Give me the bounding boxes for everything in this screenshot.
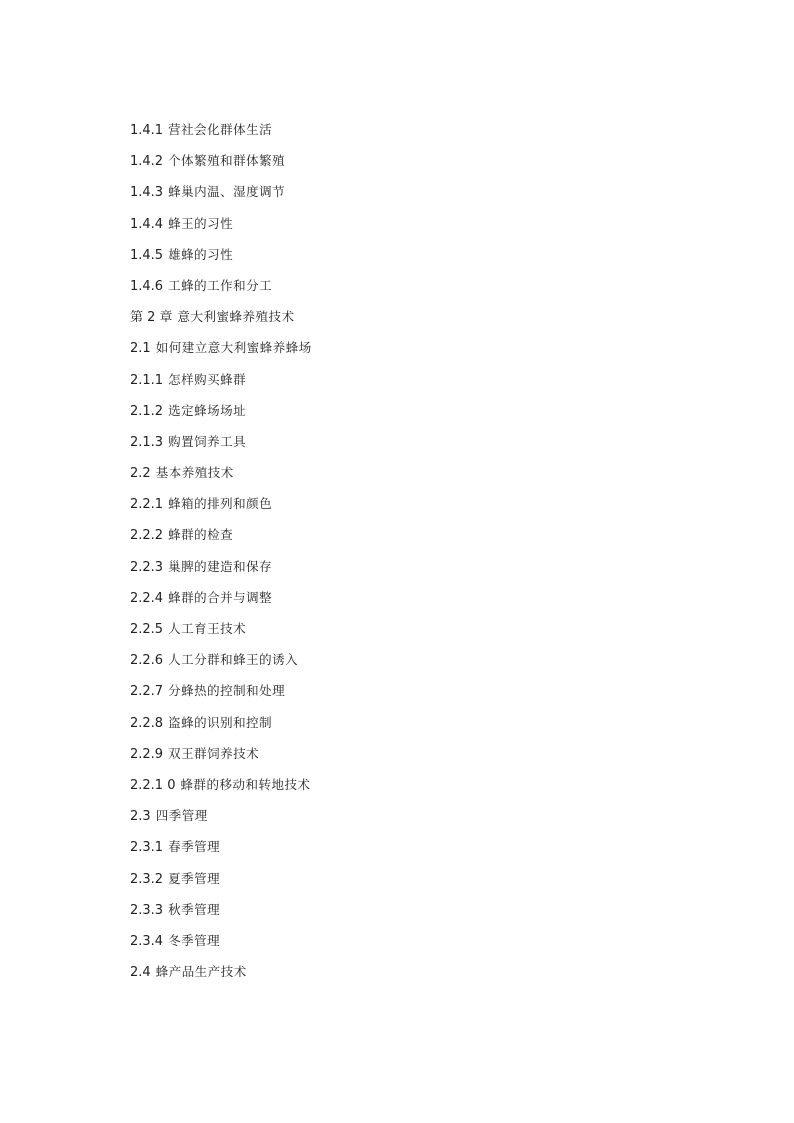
- toc-entry-number: 1.4.1: [130, 123, 164, 138]
- toc-entry-number: 2.2.4: [130, 590, 164, 606]
- toc-entry-number: 2.4: [130, 965, 151, 981]
- toc-entry: [130, 119, 312, 150]
- toc-entry: [130, 244, 312, 275]
- toc-entry: [130, 680, 312, 711]
- toc-entry: [130, 369, 312, 400]
- toc-entry-number: 1.4.4: [130, 216, 164, 232]
- toc-entry-title: 意大利蜜蜂养殖技术: [177, 309, 295, 325]
- toc-entry-title: 盗蜂的识别和控制: [168, 714, 273, 730]
- toc-entry: [130, 213, 312, 244]
- toc-entry: [130, 805, 312, 836]
- toc-entry-number: 1.4.2: [130, 154, 164, 170]
- toc-entry-number: 2.2.2: [130, 528, 164, 544]
- toc-entry: [130, 524, 312, 555]
- toc-entry: [130, 337, 312, 368]
- toc-entry: [130, 306, 312, 337]
- toc-entry-number: 2.1.3: [130, 434, 164, 450]
- toc-entry-title: 人工育王技术: [168, 621, 247, 636]
- toc-entry: [130, 587, 312, 618]
- toc-entry-title: 营社会化群体生活: [168, 122, 273, 137]
- toc-entry-number: 2.2: [130, 466, 151, 482]
- toc-entry-title: 蜂箱的排列和颜色: [168, 496, 273, 512]
- toc-entry-title: 工蜂的工作和分工: [168, 277, 273, 293]
- toc-entry-title: 秋季管理: [168, 901, 221, 917]
- toc-entry-number: 2.3: [130, 809, 151, 825]
- toc-entry: [130, 712, 312, 743]
- toc-entry-number: 2.3.2: [130, 871, 164, 887]
- toc-entry-title: 巢脾的建造和保存: [168, 558, 273, 574]
- toc-entry-number: 2.2.3: [130, 559, 164, 575]
- toc-entry-number: 2.2.6: [130, 653, 164, 669]
- toc-entry-title: 人工分群和蜂王的诱入: [168, 652, 299, 668]
- toc-entry: [130, 649, 312, 680]
- toc-entry-title: 选定蜂场场址: [168, 402, 247, 418]
- toc-entry-title: 基本养殖技术: [155, 465, 234, 481]
- toc-entry-number: 1.4.5: [130, 247, 164, 263]
- toc-entry: [130, 868, 312, 899]
- toc-entry-number: 2.1.1: [130, 372, 164, 388]
- toc-entry: [130, 431, 312, 462]
- toc-entry: [130, 743, 312, 774]
- toc-entry-title: 怎样购买蜂群: [168, 371, 247, 387]
- toc-entry-title: 夏季管理: [168, 870, 221, 886]
- toc-entry: [130, 899, 312, 930]
- toc-entry-title: 冬季管理: [168, 932, 221, 948]
- toc-entry-title: 雄蜂的习性: [168, 246, 234, 262]
- toc-entry-title: 蜂群的合并与调整: [168, 589, 273, 605]
- toc-entry-title: 如何建立意大利蜜蜂养蜂场: [155, 340, 312, 356]
- toc-entry: [130, 556, 312, 587]
- toc-entry: [130, 150, 312, 181]
- toc-entry: [130, 618, 312, 649]
- toc-entry-number: 2.2.1: [130, 497, 164, 513]
- toc-entry-number: 第 2 章: [130, 310, 173, 326]
- toc-entry-number: 2.3.1: [130, 840, 164, 856]
- toc-entry: [130, 774, 312, 805]
- toc-entry: [130, 275, 312, 306]
- toc-entry-number: 1.4.6: [130, 278, 164, 294]
- toc-entry-title: 蜂产品生产技术: [155, 964, 247, 980]
- toc-entry-number: 2.2.7: [130, 684, 164, 700]
- toc-entry-number: 2.1.2: [130, 403, 164, 419]
- toc-entry-number: 1.4.3: [130, 185, 164, 201]
- toc-entry-title: 蜂群的检查: [168, 527, 234, 543]
- toc-entry-title: 双王群饲养技术: [168, 745, 260, 761]
- toc-entry-title: 四季管理: [155, 808, 208, 824]
- toc-entry: [130, 181, 312, 212]
- toc-entry-number: 2.2.1 0: [130, 777, 176, 793]
- toc-entry-title: 购置饲养工具: [168, 433, 247, 449]
- toc-entry-number: 2.1: [130, 341, 151, 357]
- toc-entry-number: 2.3.3: [130, 902, 164, 918]
- toc-entry: [130, 400, 312, 431]
- toc-entry-number: 2.2.9: [130, 746, 164, 762]
- toc-entry: [130, 961, 312, 992]
- toc-entry-number: 2.3.4: [130, 933, 164, 949]
- toc-entry-title: 蜂王的习性: [168, 215, 234, 231]
- toc-entry-title: 个体繁殖和群体繁殖: [168, 153, 286, 169]
- toc-entry-title: 蜂群的移动和转地技术: [180, 776, 311, 792]
- table-of-contents: [130, 119, 312, 992]
- toc-entry-title: 春季管理: [168, 839, 221, 855]
- toc-entry: [130, 930, 312, 961]
- toc-entry-number: 2.2.5: [130, 622, 164, 637]
- toc-entry-title: 分蜂热的控制和处理: [168, 683, 286, 699]
- toc-entry-title: 蜂巢内温、湿度调节: [168, 184, 286, 200]
- toc-entry: [130, 836, 312, 867]
- toc-entry: [130, 493, 312, 524]
- toc-entry: [130, 462, 312, 493]
- toc-entry-number: 2.2.8: [130, 715, 164, 731]
